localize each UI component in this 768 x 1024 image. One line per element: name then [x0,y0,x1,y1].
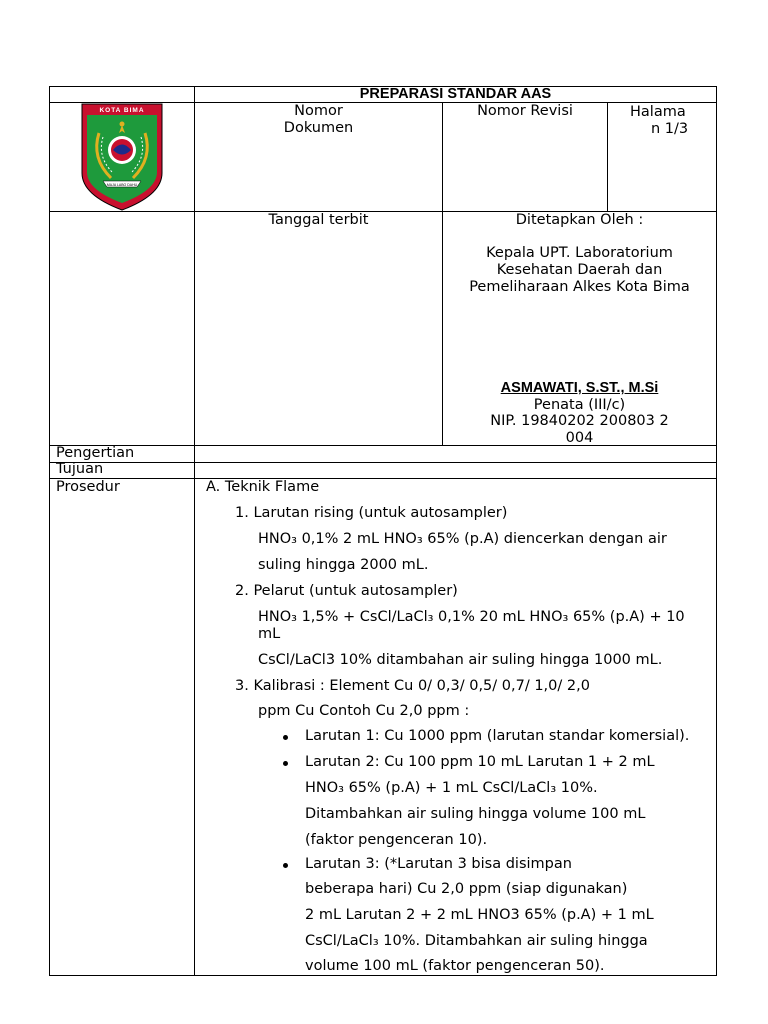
bullet-item-text: volume 100 mL (faktor pengenceran 50). [305,958,605,974]
list-item-text: mL [258,626,281,642]
bullet-icon [283,863,288,868]
bullet-icon [283,735,288,740]
signer-name: ASMAWATI, S.ST., M.Si [500,380,659,396]
list-item: 1. Larutan rising (untuk autosampler) [235,505,508,521]
ditetapkan-oleh-label: Ditetapkan Oleh : [515,212,644,228]
jabatan-block: Kepala UPT. Laboratorium Kesehatan Daerah dan Pemeliharaan Alkes Kota Bima [469,245,690,295]
list-item: 2. Pelarut (untuk autosampler) [235,583,458,599]
list-item-text: HNO₃ 0,1% 2 mL HNO₃ 65% (p.A) diencerkan dengan air [258,531,667,547]
pengertian-label: Pengertian [56,445,135,461]
halaman-label: Halama n 1/3 [630,104,689,137]
grid-line [49,462,717,463]
bullet-item: Larutan 1: Cu 1000 ppm (larutan standar komersial). [305,728,690,744]
svg-text:KOTA BIMA: KOTA BIMA [99,107,145,114]
list-item-text: HNO₃ 1,5% + CsCl/LaCl₃ 0,1% 20 mL HNO₃ 65% (p.A) + 10 [258,609,685,625]
bullet-item-text: Ditambahkan air suling hingga volume 100 mL [305,806,646,822]
nomor-revisi-label: Nomor Revisi [477,103,573,119]
tujuan-label: Tujuan [56,461,104,477]
signer-rank: Penata (III/c) [533,397,626,413]
nomor-dokumen-label: Nomor Dokumen [283,103,354,136]
bullet-item-text: 2 mL Larutan 2 + 2 mL HNO3 65% (p.A) + 1 mL [305,907,654,923]
bullet-item-text: CsCl/LaCl₃ 10%. Ditambahkan air suling hingga [305,933,648,949]
bullet-item-text: (faktor pengenceran 10). [305,832,488,848]
bullet-item-text: beberapa hari) Cu 2,0 ppm (siap digunakan) [305,881,628,897]
list-item-text: ppm Cu Contoh Cu 2,0 ppm : [258,703,470,719]
tanggal-terbit-label: Tanggal terbit [268,212,369,228]
section-heading: A. Teknik Flame [206,479,320,495]
signer-nip: NIP. 19840202 200803 2 004 [490,413,669,446]
bullet-icon [283,761,288,766]
kota-bima-logo [81,103,163,211]
grid-line [716,86,717,976]
grid-line [49,478,717,479]
list-item: 3. Kalibrasi : Element Cu 0/ 0,3/ 0,5/ 0,7/ 1,0/ 2,0 [235,678,590,694]
bullet-item: Larutan 2: Cu 100 ppm 10 mL Larutan 1 + 2 mL [305,754,655,770]
bullet-item-text: HNO₃ 65% (p.A) + 1 mL CsCl/LaCl₃ 10%. [305,780,598,796]
svg-text:MAJA LABO DAHU: MAJA LABO DAHU [106,183,138,187]
list-item-text: suling hingga 2000 mL. [258,557,429,573]
document-title: PREPARASI STANDAR AAS [359,86,552,102]
prosedur-label: Prosedur [56,479,120,495]
list-item-text: CsCl/LaCl3 10% ditambahan air suling hingga 1000 mL. [258,652,663,668]
bullet-item: Larutan 3: (*Larutan 3 bisa disimpan [305,856,572,872]
grid-line [49,86,50,976]
grid-line [49,975,717,976]
